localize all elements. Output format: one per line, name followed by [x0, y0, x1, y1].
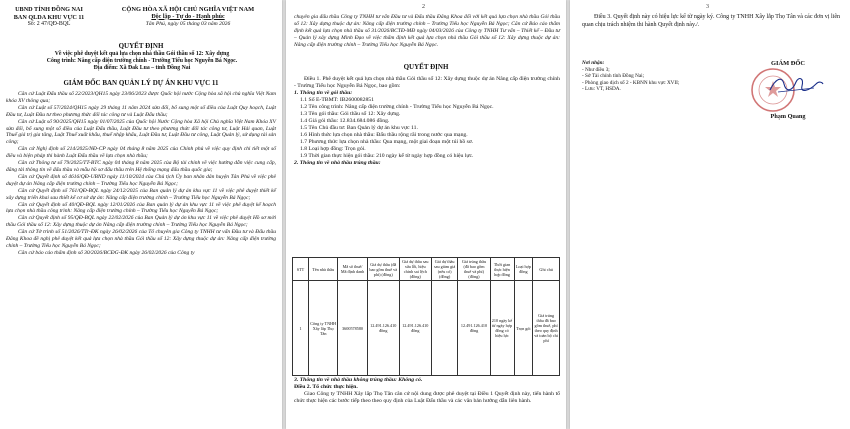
decision-heading: QUYẾT ĐỊNH: [403, 63, 449, 71]
legal-basis-paragraph: Căn cứ Tờ trình số 51/2026/TTr-ĐK ngày 26/02/2026 của Tổ chuyên gia Công ty TNHH tư vấn Đầu tư và Đấu thầu Đăng Khoa đề nghị phê duyệt kết quả lựa chọn nhà thầu Gói thầu số 12: Xây dựng thuộc dự án: Nâng cấp điện trường chính – Trường Tiểu học Nguyễn Bá Ngọc;: [6, 229, 276, 249]
page-number: 3: [706, 4, 709, 10]
legal-basis-paragraph: Căn cứ Quyết định số 95/QĐ-BQL ngày 22/02/2026 của Ban Quản lý dự án khu vực 11 về việc phê duyệt Hồ sơ mời thầu Gói thầu số 12: Xây dựng thuộc dự án Nâng cấp điện trường chính – Trường Tiểu học Nguyễn Bá Ngọc;: [6, 215, 276, 229]
table-cell: 1: [293, 281, 309, 376]
table-header: Mã số thuế/ Mã định danh: [338, 258, 367, 281]
table-cell: 12.491.126.410 đồng: [399, 281, 431, 376]
signer-title: GIÁM ĐỐC: [771, 60, 805, 67]
legal-basis-paragraph: Căn cứ Quyết định số 40/QĐ-BQL ngày 12/01/2026 của Ban quản lý dự án khu vực 11 về việc phê duyệt kế hoạch lựa chọn nhà thầu công trình: Nâng cấp điện trường chính – Trường Tiểu học Nguyễn Bá Ngọc;: [6, 201, 276, 215]
legal-basis: [6, 91, 276, 257]
table-header: Loại hợp đồng: [514, 258, 533, 281]
national-header: [98, 6, 278, 29]
table-header: Thời gian thực hiện hợp đồng: [490, 258, 514, 281]
issuing-authority: GIÁM ĐỐC BAN QUẢN LÝ DỰ ÁN KHU VỰC 11: [63, 79, 219, 87]
table-cell: 12.491.126.410 đồng: [458, 281, 490, 376]
recipient-item: - Phòng giao dịch số 2 - KBNN khu vực XVII;: [582, 79, 680, 86]
decision-subject: [8, 51, 276, 72]
bid-package-item: 1.6 Hình thức lựa chọn nhà thầu: Đấu thầu rộng rãi trong nước qua mạng.: [300, 132, 468, 138]
recipient-item: - Lưu: VT, HSDA.: [582, 86, 621, 93]
losing-bidder-heading: 3. Thông tin về nhà thầu không trúng thầu: Không có.: [294, 377, 423, 383]
bid-package-item: 1.9 Thời gian thực hiện gói thầu: 210 ngày kể từ ngày hợp đồng có hiệu lực.: [300, 153, 474, 159]
recipient-item: - Như điều 3;: [582, 66, 610, 73]
bid-package-item: 1.8 Loại hợp đồng: Trọn gói.: [300, 146, 366, 152]
table-cell: Công ty TNHH Xây lắp Thọ Tân: [309, 281, 338, 376]
bid-package-item: 1.1 Số E-TBMT: IB2600082851: [300, 97, 374, 103]
subject-line-1: Về việc phê duyệt kết quả lựa chọn nhà thầu Gói thầu số 12: Xây dựng: [54, 51, 230, 57]
article-2-heading: Điều 2. Tổ chức thực hiện.: [294, 384, 358, 390]
handwritten-signature: [766, 72, 826, 98]
table-header: Ghi chú: [533, 258, 560, 281]
legal-basis-paragraph: Căn cứ Thông tư số 79/2025/TT-BTC ngày 04 tháng 8 năm 2025 của Bộ tài chính về việc hướng dẫn việc cung cấp, đăng tải thông tin về đấu thầu và mẫu hồ sơ đấu thầu trên Hệ thống mạng đấu thầu quốc gia;: [6, 160, 276, 173]
legal-basis-paragraph: Căn cứ Quyết định số 761/QĐ-BQL ngày 24/12/2025 của Ban quản lý dự án khu vực 11 về việc phê duyệt thiết kế xây dựng triển khai sau thiết kế cơ sở dự án: Nâng cấp điện trường chính – Trường Tiểu học Nguyễn Bá Ngọc;: [6, 187, 276, 201]
country-name: CỘNG HÒA XÃ HỘI CHỦ NGHĨA VIỆT NAM: [121, 6, 255, 13]
table-row: [293, 281, 560, 376]
legal-basis-paragraph: Căn cứ Quyết định số 4616/QĐ-UBND ngày 11/10/2024 của Chủ tịch Ủy ban nhân dân huyện Tân Phú về việc phê duyệt dự án Nâng cấp điện trường chính – Trường Tiểu học Nguyễn Bá Ngọc;: [6, 173, 276, 187]
document-page-2: [286, 0, 566, 429]
table-cell: Trọn gói: [514, 281, 533, 376]
table-header: STT: [293, 258, 309, 281]
bid-package-item: 1.2 Tên công trình: Nâng cấp điện trường chính - Trường Tiểu học Nguyễn Bá Ngọc.: [300, 104, 494, 110]
bid-package-info-heading: 1. Thông tin về gói thầu:: [294, 90, 353, 96]
bid-package-item: 1.5 Tên Chủ đầu tư: Ban Quản lý dự án khu vực 11.: [300, 125, 418, 131]
winning-bidder-table: [292, 257, 560, 376]
table-cell: Giá trúng thầu đã bao gồm thuế, phí theo quy định và toàn bộ chi phí: [533, 281, 560, 376]
bid-package-item: 1.4 Giá gói thầu: 12.834.684.086 đồng.: [300, 118, 390, 124]
table-header-row: [293, 258, 560, 281]
bid-package-item: 1.7 Phương thức lựa chọn nhà thầu: Qua mạng, một giai đoạn một túi hồ sơ.: [300, 139, 474, 145]
document-number: Số: 2 47/QĐ-BQL: [27, 21, 71, 27]
legal-basis-paragraph: Căn cứ Nghị định số 214/2025/NĐ-CP ngày 04 tháng 8 năm 2025 của Chính phủ về việc quy định chi tiết một số điều và biện pháp thi hành Luật Đấu thầu về lựa chọn nhà thầu;: [6, 146, 276, 160]
winning-bidder-heading: 2. Thông tin về nhà thầu trúng thầu:: [294, 160, 381, 166]
legal-basis-continued: chuyên gia đấu thầu Công ty TNHH tư vấn Đầu tư và Đấu thầu Đăng Khoa đối với kết quả lựa chọn nhà thầu Gói thầu số 12: Xây dựng thuộc dự án: Nâng cấp điện trường chính – Trường Tiểu học Nguyễn Bá Ngọc; Căn cứ Báo cáo thẩm định kết quả lựa chọn nhà thầu số 31/2026/BCTĐ-MĐ ngày 04/03/2026 của Công ty TNHH Tư vấn – Thiết kế – Đầu tư – Quản lý xây dựng Minh Đạo về việc thẩm định kết quả lựa chọn nhà thầu Gói thầu số 12: Xây dựng thuộc dự án: Nâng cấp điện trường chính – Trường Tiểu học Nguyễn Bá Ngọc.: [294, 14, 560, 48]
article-1-text: Điều 1. Phê duyệt kết quả lựa chọn nhà thầu Gói thầu số 12: Xây dựng thuộc dự án Nâng cấp điện trường chính - Trường Tiểu học Nguyễn Bá Ngọc, bao gồm:: [294, 76, 560, 89]
legal-basis-paragraph: Căn cứ Luật số 57/2024/QH15 ngày 29 tháng 11 năm 2024 sửa đổi, bổ sung một số điều của Luật Quy hoạch, Luật Đầu tư, Luật Đầu tư theo phương thức đối tác công tư và Luật Đấu thầu;: [6, 104, 276, 118]
table-header: Giá trúng thầu (đã bao gồm thuế và phí) (đồng): [458, 258, 490, 281]
article-3: Điều 3. Quyết định này có hiệu lực kể từ ngày ký. Công ty TNHH Xây lắp Thọ Tân và các đơn vị liên quan chịu trách nhiệm thi hành Quyết định này./.: [582, 14, 840, 28]
decision-title: QUYẾT ĐỊNH: [118, 42, 164, 50]
legal-basis-paragraph: Căn cứ Luật Đấu thầu số 22/2023/QH15 ngày 23/06/2023 được Quốc hội nước Cộng hòa xã hội chủ nghĩa Việt Nam khóa XV thông qua;: [6, 91, 276, 104]
signer-name: Phạm Quang: [770, 113, 806, 120]
agency-line-2: BAN QLDA KHU VỰC 11: [13, 13, 85, 21]
table-header: Tên nhà thầu: [309, 258, 338, 281]
document-page-1: [0, 0, 282, 429]
national-motto: Độc lập - Tự do - Hạnh phúc: [151, 13, 225, 20]
table-cell: 12.491.126.410 đồng: [367, 281, 399, 376]
table-cell: [431, 281, 458, 376]
article-2: [294, 377, 560, 405]
table-cell: 3600578580: [338, 281, 367, 376]
recipients-label: Nơi nhận:: [582, 60, 605, 66]
article-1: [294, 76, 560, 167]
document-date: Tân Phú, ngày 05 tháng 03 năm 2026: [145, 21, 231, 27]
issuing-agency-header: [6, 6, 92, 29]
bid-package-item: 1.3 Tên gói thầu: Gói thầu số 12: Xây dựng.: [300, 111, 401, 117]
agency-line-1: UBND TỈNH ĐỒNG NAI: [15, 6, 83, 13]
table-header: Giá dự thầu (đã bao gồm thuế và phí) (đồng): [367, 258, 399, 281]
table-header: Giá dự thầu sau sửa lỗi, hiệu chỉnh sai lệch (đồng): [399, 258, 431, 281]
recipient-item: - Sở Tài chính tỉnh Đồng Nai;: [582, 73, 645, 80]
table-header: Giá dự thầu sau giảm giá (nếu có) (đồng): [431, 258, 458, 281]
legal-basis-paragraph: Căn cứ báo cáo thẩm định số 30/2026/BCĐG-ĐK ngày 26/02/2026 của Công ty: [18, 249, 195, 256]
subject-line-3: Địa điểm: Xã Đak Lua – tỉnh Đồng Nai: [93, 65, 191, 71]
subject-line-2: Công trình: Nâng cấp điện trường chính - Trường Tiểu học Nguyễn Bá Ngọc.: [46, 58, 238, 64]
document-page-3: [570, 0, 850, 429]
legal-basis-paragraph: Căn cứ Luật số 90/2025/QH15 ngày 01/07/2025 của Quốc hội Nước Cộng hòa Xã hội Chủ nghĩa Việt Nam Khóa XV sửa đổi, bổ sung một số điều của Luật Đấu thầu, Luật Đầu tư theo phương thức đối tác công tư, Luật Hải quan, Luật Thuế giá trị gia tăng, Luật Thuế xuất khẩu, thuế nhập khẩu, Luật Đầu tư, Luật Đầu tư công, Luật Quản lý, sử dụng tài sản công;: [6, 118, 276, 146]
page-number: 2: [422, 4, 425, 10]
table-cell: 210 ngày kể từ ngày hợp đồng có hiệu lực: [490, 281, 514, 376]
recipients-block: [582, 60, 702, 93]
article-2-text: Giao Công ty TNHH Xây lắp Thọ Tân căn cứ nội dung được phê duyệt tại Điều 1 Quyết định này, tiến hành tổ chức thực hiện các bước tiếp theo theo quy định của Luật Đấu thầu và các văn bản hướng dẫn liên hành.: [294, 391, 560, 404]
